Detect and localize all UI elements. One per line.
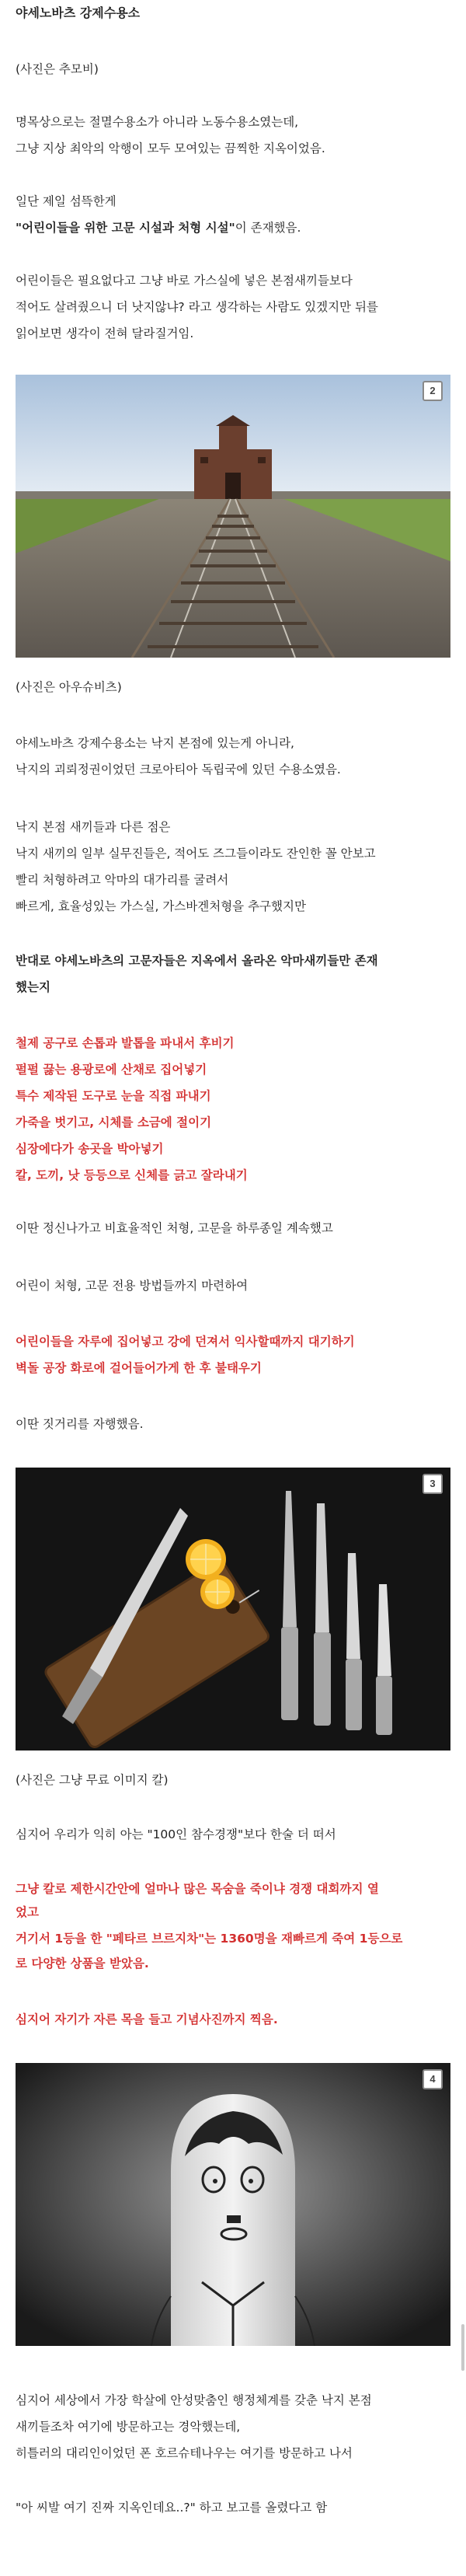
finger-illustration (16, 2063, 450, 2346)
paragraph-line: 어린이들은 필요없다고 그냥 바로 가스실에 넣은 본점새끼들보다 (16, 274, 353, 288)
torture-list-item: 칼, 도끼, 낫 등등으로 신체를 긁고 잘라내기 (16, 1168, 248, 1182)
finger-drawing-photo (16, 2063, 450, 2346)
paragraph-line: 이딴 짓거리를 자행했음. (16, 1417, 144, 1431)
paragraph-line: 어린이 처형, 고문 전용 방법들까지 마련하여 (16, 1279, 249, 1293)
torture-list-item: 철제 공구로 손톱과 발톱을 파내서 후비기 (16, 1036, 235, 1050)
paragraph-line: 야세노바츠 강제수용소는 낙지 본점에 있는게 아니라, (16, 736, 294, 750)
paragraph-line: 심지어 우리가 익히 아는 "100인 참수경쟁"보다 한술 더 떠서 (16, 1827, 336, 1841)
bold-paragraph-line: 했는지 (16, 980, 50, 994)
paragraph-text: 이 존재했음. (235, 221, 301, 235)
highlight-text: "어린이들을 위한 고문 시설과 처형 시설" (16, 221, 235, 235)
red-paragraph-line: 그냥 칼로 제한시간안에 얼마나 많은 목숨을 죽이냐 경쟁 대회까지 열 (16, 1882, 379, 1896)
knives-illustration (16, 1468, 450, 1750)
article-title: 야세노바츠 강제수용소 (16, 5, 141, 20)
paragraph-line: 빨리 처형하려고 악마의 대가리를 굴려서 (16, 873, 229, 887)
red-paragraph-line: 로 다양한 상품을 받았음. (16, 1956, 149, 1970)
caption-knives: (사진은 그냥 무료 이미지 칼) (16, 1773, 169, 1787)
paragraph-line: 적어도 살려줬으니 더 낫지않냐? 라고 생각하는 사람도 있겠지만 뒤를 (16, 300, 378, 314)
bold-paragraph-line: 반대로 야세노바츠의 고문자들은 지옥에서 올라온 악마새끼들만 존재 (16, 954, 378, 968)
paragraph-line: 심지어 세상에서 가장 학살에 안성맞춤인 행정체계를 갖춘 낙지 본점 (16, 2393, 372, 2407)
paragraph-line: 빠르게, 효율성있는 가스실, 가스바겐처형을 추구했지만 (16, 899, 306, 913)
torture-list-item: 가죽을 벗기고, 시체를 소금에 절이기 (16, 1115, 212, 1129)
paragraph-line: 낙지의 괴뢰정권이었던 크로아티아 독립국에 있던 수용소였음. (16, 763, 341, 777)
image-number-badge: 4 (423, 2069, 443, 2089)
paragraph-line: 히틀러의 대리인이었던 폰 호르슈테나우는 여기를 방문하고 나서 (16, 2446, 353, 2460)
paragraph-line: 이딴 정신나가고 비효율적인 처형, 고문을 하루종일 계속했고 (16, 1221, 333, 1235)
auschwitz-railway-photo (16, 375, 450, 658)
children-list-item: 어린이들을 자루에 집어넣고 강에 던져서 익사할때까지 대기하기 (16, 1335, 355, 1349)
children-list-item: 벽돌 공장 화로에 걸어들어가게 한 후 불태우기 (16, 1361, 262, 1375)
caption-memorial: (사진은 추모비) (16, 62, 99, 76)
torture-list-item: 펄펄 끓는 용광로에 산채로 집어넣기 (16, 1063, 207, 1077)
red-paragraph-line: 거기서 1등을 한 "페타르 브르지차"는 1360명을 재빠르게 죽여 1등으로 (16, 1932, 403, 1946)
torture-list-item: 특수 제작된 도구로 눈을 직접 파내기 (16, 1089, 211, 1103)
scrollbar[interactable] (461, 2324, 464, 2371)
paragraph-line: "아 씨발 여기 진짜 지옥인데요..?" 하고 보고를 올렸다고 함 (16, 2501, 328, 2515)
red-paragraph-line: 심지어 자기가 자른 목을 들고 기념사진까지 찍음. (16, 2012, 278, 2026)
paragraph-line: 명목상으로는 절멸수용소가 아니라 노동수용소였는데, (16, 115, 299, 129)
paragraph-line: 낙지 새끼의 일부 실무진들은, 적어도 즈그들이라도 잔인한 꼴 안보고 (16, 846, 376, 860)
paragraph-line: 낙지 본점 새끼들과 다른 점은 (16, 820, 171, 834)
paragraph-line: 그냥 지상 최악의 악행이 모두 모여있는 끔찍한 지옥이었음. (16, 141, 325, 155)
railway-illustration (16, 375, 450, 658)
paragraph-line: 읽어보면 생각이 전혀 달라질거임. (16, 326, 194, 340)
image-number-badge: 3 (423, 1474, 443, 1494)
red-paragraph-line: 었고 (16, 1905, 39, 1919)
paragraph-line: 일단 제일 섬뜩한게 (16, 194, 116, 208)
paragraph-line (16, 217, 301, 239)
knives-photo (16, 1468, 450, 1750)
paragraph-line: 새끼들조차 여기에 방문하고는 경악했는데, (16, 2420, 241, 2434)
caption-auschwitz: (사진은 아우슈비츠) (16, 680, 122, 694)
torture-list-item: 심장에다가 송곳을 박아넣기 (16, 1142, 164, 1156)
image-number-badge: 2 (423, 381, 443, 401)
